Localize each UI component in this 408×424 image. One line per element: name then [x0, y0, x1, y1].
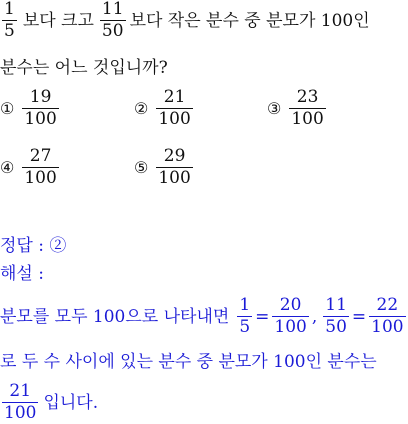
equals-sign: = [255, 306, 270, 327]
fraction-one-fifth [2, 0, 17, 41]
frac-numerator: 20 [279, 295, 302, 315]
equals-sign: = [351, 306, 367, 327]
frac-denominator: 100 [4, 403, 37, 424]
explanation-text-1: 분모를 모두 100으로 나타내면 [0, 306, 230, 327]
option-3[interactable] [267, 88, 328, 129]
option-4[interactable] [0, 147, 61, 188]
option-fraction [22, 147, 58, 188]
option-marker: ⑤ [134, 158, 149, 178]
frac-numerator: 22 [376, 295, 399, 315]
question-line-1 [0, 0, 370, 41]
frac-numerator: 1 [239, 295, 251, 315]
fraction-eleven-fiftieths [323, 296, 349, 337]
option-marker: ① [0, 99, 15, 119]
frac-denominator: 100 [24, 109, 57, 130]
explanation-line-2: 로 두 수 사이에 있는 분수 중 분모가 100인 분수는 [0, 352, 377, 372]
frac-numerator: 29 [163, 146, 186, 166]
option-marker: ③ [267, 99, 282, 119]
frac-denominator: 100 [158, 168, 191, 189]
question-text-2: 보다 작은 분수 중 분모가 100인 [129, 10, 370, 31]
frac-numerator: 21 [9, 381, 32, 401]
answer-label: 정답 : ② [0, 236, 67, 256]
fraction-twenty-hundredths [272, 296, 308, 337]
option-marker: ② [134, 99, 149, 119]
frac-denominator: 100 [371, 317, 404, 338]
question-text-1: 보다 크고 [22, 10, 94, 31]
option-2[interactable] [134, 88, 195, 129]
fraction-one-fifth [237, 296, 252, 337]
explanation-label: 해설 : [0, 264, 44, 284]
frac-denominator: 100 [274, 317, 307, 338]
frac-denominator: 100 [158, 109, 191, 130]
option-marker: ④ [0, 158, 15, 178]
frac-numerator: 23 [296, 87, 319, 107]
option-fraction [156, 88, 192, 129]
fraction-eleven-fiftieths [100, 0, 126, 41]
option-fraction [156, 147, 192, 188]
frac-denominator: 50 [101, 21, 124, 42]
option-fraction [22, 88, 58, 129]
frac-numerator: 27 [29, 146, 52, 166]
frac-denominator: 5 [4, 21, 15, 42]
fraction-answer [2, 382, 38, 423]
frac-numerator: 1 [4, 0, 15, 19]
explanation-text-3: 입니다. [43, 392, 99, 413]
frac-numerator: 21 [163, 87, 186, 107]
frac-denominator: 5 [239, 317, 251, 338]
question-line-2 [0, 58, 168, 78]
option-fraction [289, 88, 325, 129]
question-text-3: 분수는 어느 것입니까? [0, 58, 168, 78]
explanation-line-1 [0, 296, 408, 337]
frac-denominator: 50 [325, 317, 347, 338]
option-5[interactable] [134, 147, 195, 188]
frac-denominator: 100 [291, 109, 324, 130]
frac-numerator: 19 [29, 87, 52, 107]
option-1[interactable] [0, 88, 61, 129]
frac-numerator: 11 [325, 295, 347, 315]
comma: , [311, 306, 318, 327]
frac-numerator: 11 [101, 0, 124, 19]
explanation-line-3 [0, 382, 98, 423]
frac-denominator: 100 [24, 168, 57, 189]
fraction-twentytwo-hundredths [369, 296, 405, 337]
